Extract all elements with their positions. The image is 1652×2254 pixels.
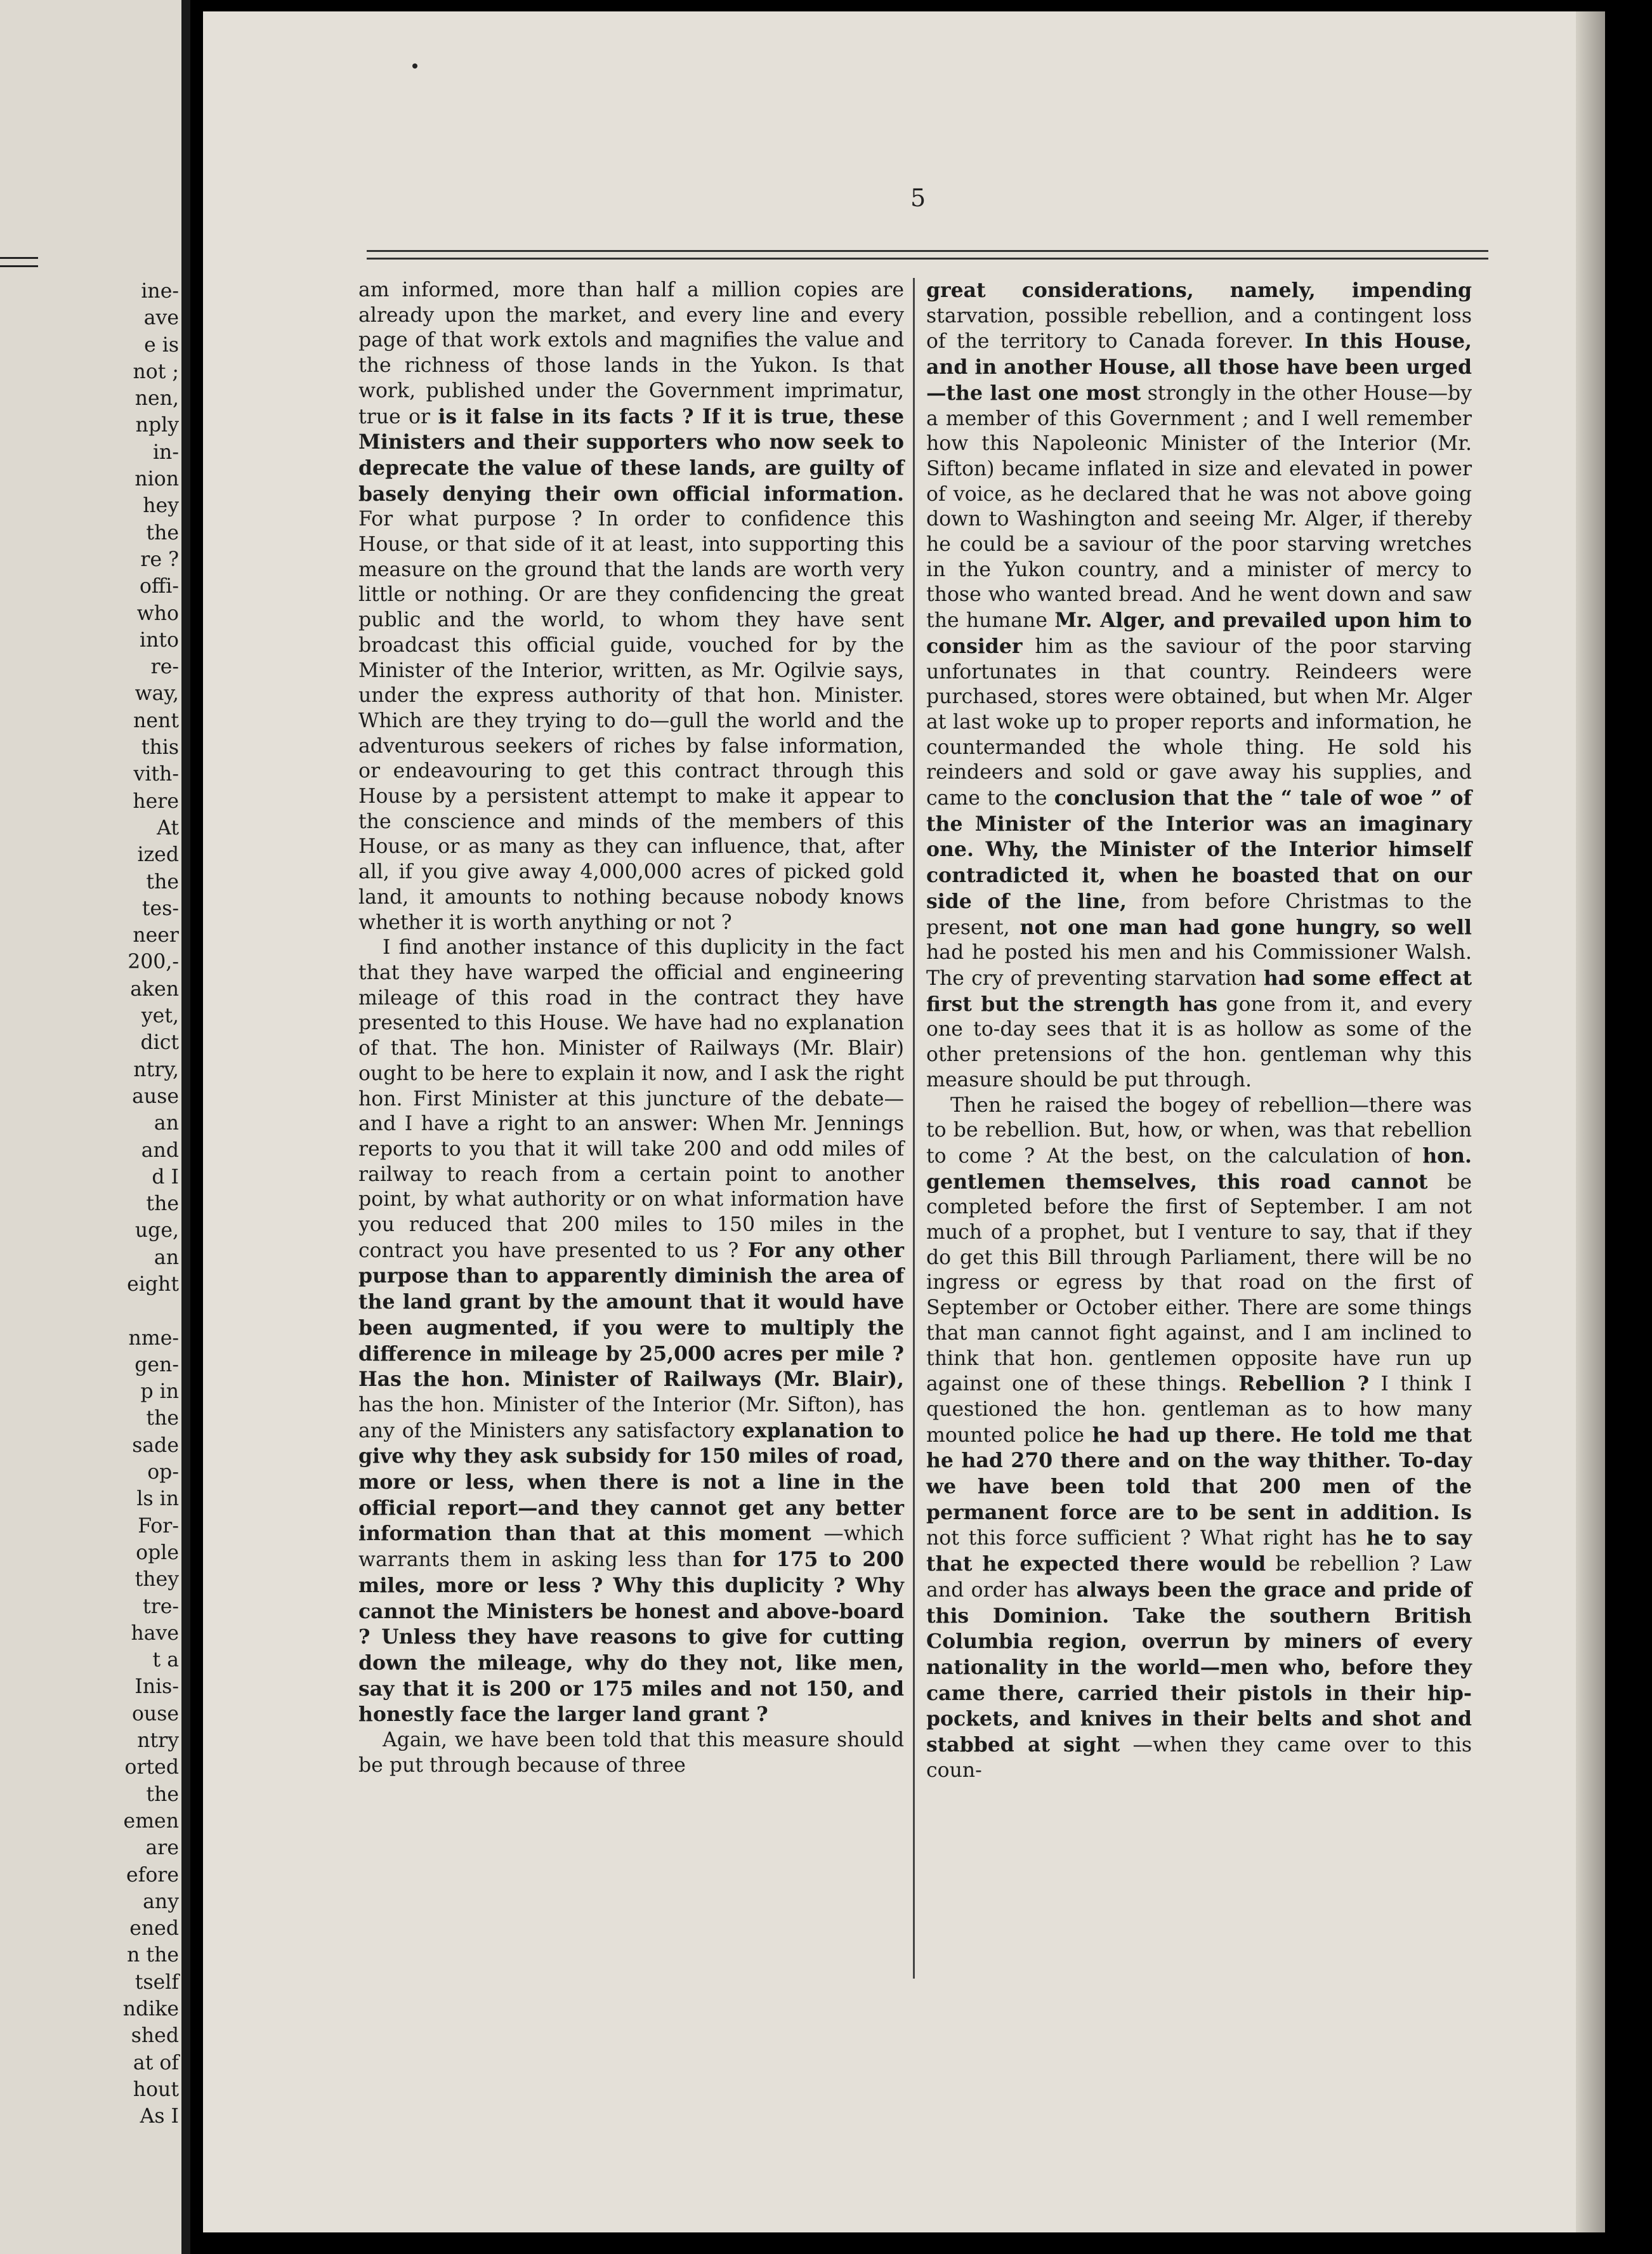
fragment-line: aken [130, 977, 179, 1001]
fragment-line: nent [133, 709, 179, 732]
fragment-line: ave [143, 306, 179, 330]
text-column-right [926, 278, 1472, 1783]
page-edge-shadow [1576, 11, 1605, 2232]
fragment-line: way, [134, 682, 179, 706]
adjacent-rule [0, 257, 38, 259]
fragment-line: Inis- [134, 1675, 179, 1699]
fragment-line: uge, [134, 1219, 179, 1242]
fragment-line: ause [132, 1084, 179, 1108]
fragment-line: re- [150, 656, 179, 679]
fragment-line: ine- [141, 280, 179, 303]
fragment-line: gen- [134, 1353, 179, 1376]
fragment-line: they [134, 1568, 179, 1592]
fragment-line: nme- [128, 1326, 179, 1350]
adjacent-rule [0, 265, 38, 267]
fragment-line [1, 1298, 179, 1324]
fragment-line: at of [133, 2051, 179, 2074]
fragment-line: not ; [133, 360, 179, 383]
page-number: 5 [910, 184, 926, 212]
fragment-line: sade [132, 1433, 179, 1457]
fragment-line: ouse [131, 1702, 179, 1725]
fragment-line: ople [136, 1541, 179, 1564]
fragment-line: d I [152, 1165, 179, 1189]
text-column-left [358, 278, 904, 1778]
fragment-line: who [136, 602, 179, 625]
binding-shadow [181, 0, 190, 2254]
fragment-line: ntry, [133, 1058, 179, 1081]
fragment-line: tself [134, 1970, 179, 1994]
fragment-line: As I [140, 2105, 179, 2128]
fragment-line: eight [127, 1272, 179, 1296]
fragment-line: this [141, 736, 179, 760]
fragment-line: e is [144, 333, 179, 357]
header-rule [367, 258, 1488, 260]
fragment-line: efore [126, 1863, 179, 1887]
fragment-line: any [143, 1890, 179, 1913]
fragment-line: have [131, 1621, 179, 1645]
fragment-line: neer [133, 924, 179, 947]
paragraph: great considerations, namely, impending starvation, possible rebellion, and a contingent loss of the territory to Canada forever. In this House, and in another House, all those have been urged—the last one most strongly in the other House—by a member of this Government ; and I well remember how this Napoleonic Minister of the Interior (Mr. Sifton) became inflated in size and elevated in power of voice, as he declared that he was not above going down to Washington and seeing Mr. Alger, if thereby he could be a saviour of the poor starving wretches in the Yukon country, and a minister of mercy to those who wanted bread. And he went down and saw the humane Mr. Alger, and prevailed upon him to consider him as the saviour of the poor starving unfortunates in that country. Reindeers were purchased, stores were obtained, but when Mr. Alger at last woke up to proper reports and information, he countermanded the whole thing. He sold his reindeers and sold or gave away his supplies, and came to the conclusion that the “ tale of woe ” of the Minister of the Interior was an imaginary one. Why, the Minister of the Interior himself contradicted it, when he boasted that on our side of the line, from before Christmas to the present, not one man had gone hungry, so well had he posted his men and his Commissioner Walsh. The cry of preventing starvation had some effect at first but the strength has gone from it, and every one to-day sees that it is as hollow as some of the other pretensions of the hon. gentleman why this measure should be put through. [926, 279, 1472, 1091]
paragraph: Again, we have been told that this measure should be put through because of three [358, 1729, 904, 1777]
fragment-line: here [133, 789, 179, 813]
paragraph: Then he raised the bogey of rebellion—there was to be rebellion. But, how, or when, was that rebellion to come ? At the best, on the calculation of hon. gentlemen themselves, this road cannot be completed before the first of September. I am not much of a prophet, but I venture to say, that if they do get this Bill through Parliament, there will be no ingress or egress by that road on the first of September or October either. There are some things that man cannot fight against, and I am inclined to think that hon. gentlemen opposite have run up against one of these things. Rebellion ? I think I questioned the hon. gentleman as to how many mounted police he had up there. He told me that he had 270 there and on the way thither. To-day we have been told that 200 men of the permanent force are to be sent in addition. Is not this force sufficient ? What right has he to say that he expected there would be rebellion ? Law and order has always been the grace and pride of this Dominion. Take the southern British Columbia region, overrun by miners of every nationality in the world—men who, before they came there, carried their pistols in their hip-pockets, and knives in their belts and shot and stabbed at sight —when they came over to this coun- [926, 1093, 1472, 1782]
fragment-line: orted [124, 1756, 179, 1779]
fragment-line: t a [152, 1649, 179, 1672]
fragment-line: ndike [122, 1998, 179, 2020]
fragment-line: For- [138, 1514, 179, 1538]
fragment-line: nion [134, 468, 179, 491]
fragment-line: and [141, 1138, 179, 1162]
fragment-line: the [146, 1407, 179, 1430]
document-page [203, 11, 1605, 2232]
fragment-line: re ? [140, 548, 179, 571]
fragment-line: yet, [141, 1005, 179, 1028]
adjacent-page-text-fragments [1, 278, 179, 2130]
fragment-line: tes- [141, 897, 179, 920]
fragment-line: offi- [139, 575, 179, 598]
fragment-line: an [154, 1246, 179, 1269]
fragment-line: emen [123, 1809, 179, 1833]
fragment-line: are [145, 1836, 179, 1860]
fragment-line: the [146, 1783, 179, 1806]
fragment-line: ntry [137, 1729, 179, 1753]
fragment-line: 200,- [128, 951, 179, 974]
fragment-line: n the [127, 1944, 179, 1967]
fragment-line: tre- [142, 1595, 179, 1618]
fragment-line: shed [131, 2024, 179, 2048]
fragment-line: ls in [136, 1487, 179, 1511]
print-speck [412, 63, 417, 69]
fragment-line: the [146, 521, 179, 544]
fragment-line: nply [135, 414, 179, 437]
header-rule [367, 250, 1488, 252]
fragment-line: vith- [133, 763, 179, 786]
fragment-line: the [146, 870, 179, 893]
fragment-line: p in [140, 1380, 179, 1404]
fragment-line: ened [129, 1917, 179, 1941]
fragment-line: an [154, 1112, 179, 1135]
fragment-line: op- [147, 1461, 179, 1484]
column-divider [913, 278, 915, 1979]
fragment-line: hey [143, 494, 179, 518]
fragment-line: hout [133, 2078, 179, 2101]
fragment-line: the [146, 1192, 179, 1216]
fragment-line: dict [140, 1031, 179, 1055]
fragment-line: in- [152, 440, 179, 464]
adjacent-page-strip [0, 0, 190, 2254]
fragment-line: ized [137, 843, 179, 867]
fragment-line: into [140, 628, 179, 652]
fragment-line: nen, [134, 387, 179, 411]
paragraph: I find another instance of this duplicity in the fact that they have warped the official and engineering mileage of this road in the contract they have presented to this House. We have had no explanation of that. The hon. Minister of Railways (Mr. Blair) ought to be here to explain it now, and I ask the right hon. First Minister at this juncture of the debate—and I have a right to an answer: When Mr. Jennings reports to you that it will take 200 and odd miles of railway to reach from a certain point to another point, by what authority or on what information have you reduced that 200 miles to 150 miles in the contract you have presented to us ? For any other purpose than to apparently diminish the area of the land grant by the amount that it would have been augmented, if you were to multiply the difference in mileage by 25,000 acres per mile ? Has the hon. Minister of Railways (Mr. Blair), has the hon. Minister of the Interior (Mr. Sifton), has any of the Ministers any satisfactory explanation to give why they ask subsidy for 150 miles of road, more or less, when there is not a line in the official report—and they cannot get any better information than that at this moment —which warrants them in asking less than for 175 to 200 miles, more or less ? Why this duplicity ? Why cannot the Ministers be honest and above-board ? Unless they have reasons to give for cutting down the mileage, why do they not, like men, say that it is 200 or 175 miles and not 150, and honestly face the larger land grant ? [358, 936, 905, 1727]
fragment-line: At [157, 816, 179, 840]
paragraph: am informed, more than half a million copies are already upon the market, and every line and every page of that work extols and magnifies the value and the richness of those lands in the Yukon. Is that work, published under the Government imprimatur, true or is it false in its facts ? If it is true, these Ministers and their supporters who now seek to deprecate the value of these lands, are guilty of basely denying their own official information. For what purpose ? In order to confidence this House, or that side of it at least, into supporting this measure on the ground that the lands are worth very little or nothing. Or are they confidencing the great public and the world, to whom they have sent broadcast this official guide, vouched for by the Minister of the Interior, written, as Mr. Ogilvie says, under the express authority of that hon. Minister. Which are they trying to do—gull the world and the adventurous seekers of riches by false information, or endeavouring to get this contract through this House by a persistent attempt to make it appear to the conscience and minds of the members of this House, or as many as they can influence, that, after all, if you give away 4,000,000 acres of picked gold land, it amounts to nothing because nobody knows whether it is worth anything or not ? [358, 279, 904, 934]
